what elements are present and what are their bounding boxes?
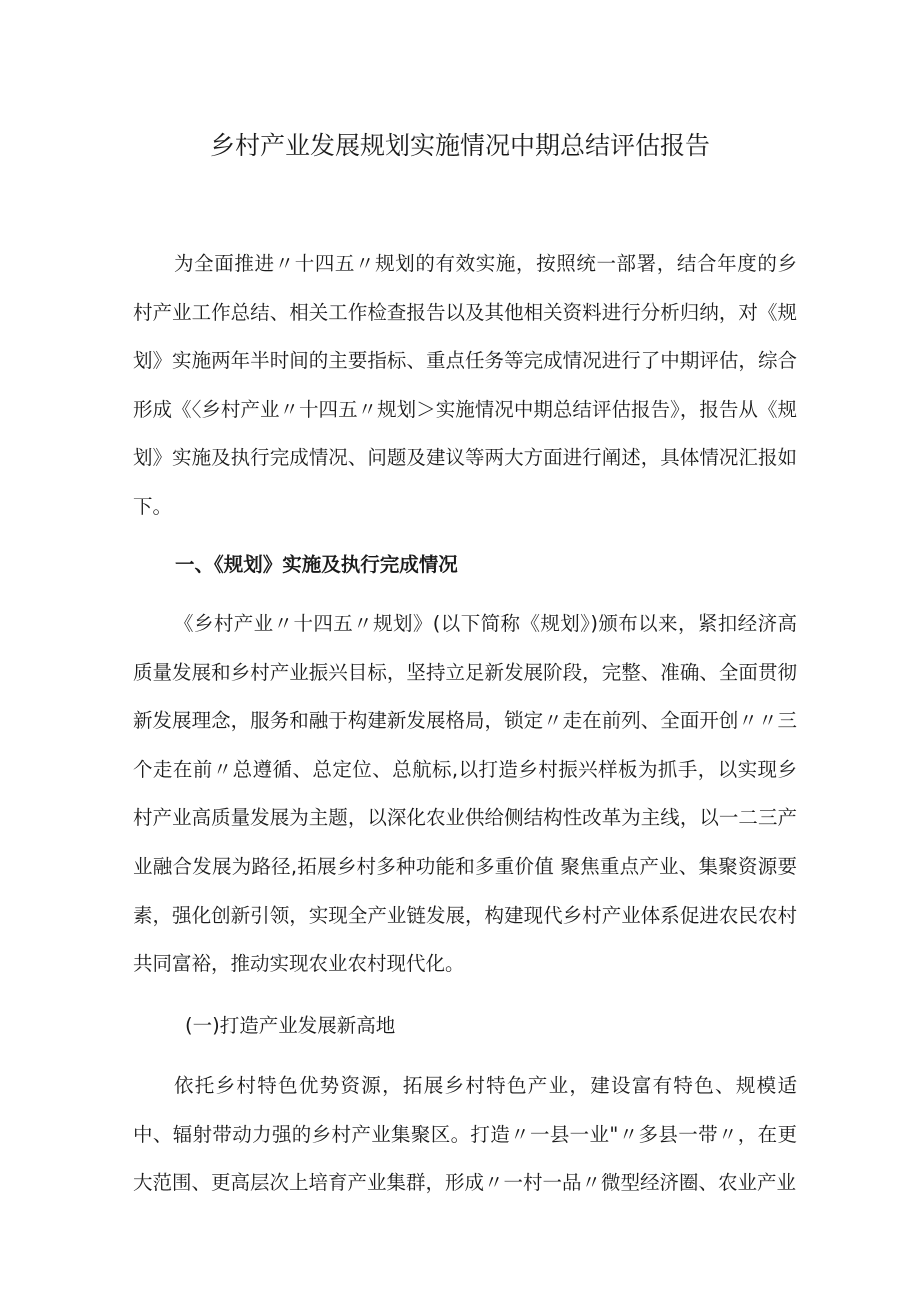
document-title: 乡村产业发展规划实施情况中期总结评估报告 (209, 131, 710, 160)
section-1-paragraph: 《乡村产业〃十四五〃规划》(以下简称《规划》)颁布以来，紧扣经济高质量发展和乡村产业振兴目标，坚持立足新发展阶段，完整、准确、全面贯彻新发展理念，服务和融于构建新发展格局，锁定〃走在前列、全面开创〃〃三个走在前〃总遵循、总定位、总航标,以打造乡村振兴样板为抓手，以实现乡村产业高质量发展为主题，以深化农业供给侧结构性改革为主线，以一二三产业融合发展为路径,拓展乡村多种功能和多重价值 聚焦重点产业、集聚资源要素，强化创新引领，实现全产业链发展，构建现代乡村产业体系促进农民农村共同富裕，推动实现农业农村现代化。 (133, 612, 797, 976)
intro-paragraph: 为全面推进〃十四五〃规划的有效实施，按照统一部署，结合年度的乡村产业工作总结、相关工作检查报告以及其他相关资料进行分析归纳，对《规划》实施两年半时间的主要指标、重点任务等完成情况进行了中期评估，综合形成《〈乡村产业〃十四五〃规划＞实施情况中期总结评估报告》，报告从《规划》实施及执行完成情况、问题及建议等两大方面进行阐述，具体情况汇报如下。 (133, 252, 797, 518)
section-heading-1: 一、《规划》实施及执行完成情况 (175, 553, 458, 576)
subsection-heading-1: (一)打造产业发展新高地 (185, 1014, 396, 1037)
subsection-1-paragraph: 依托乡村特色优势资源，拓展乡村特色产业，建设富有特色、规模适中、辐射带动力强的乡村产业集聚区。打造〃一县一业"〃多县一带〃，在更大范围、更高层次上培育产业集群，形成〃一村一品〃微型经济圈、农业产业 (133, 1074, 797, 1195)
